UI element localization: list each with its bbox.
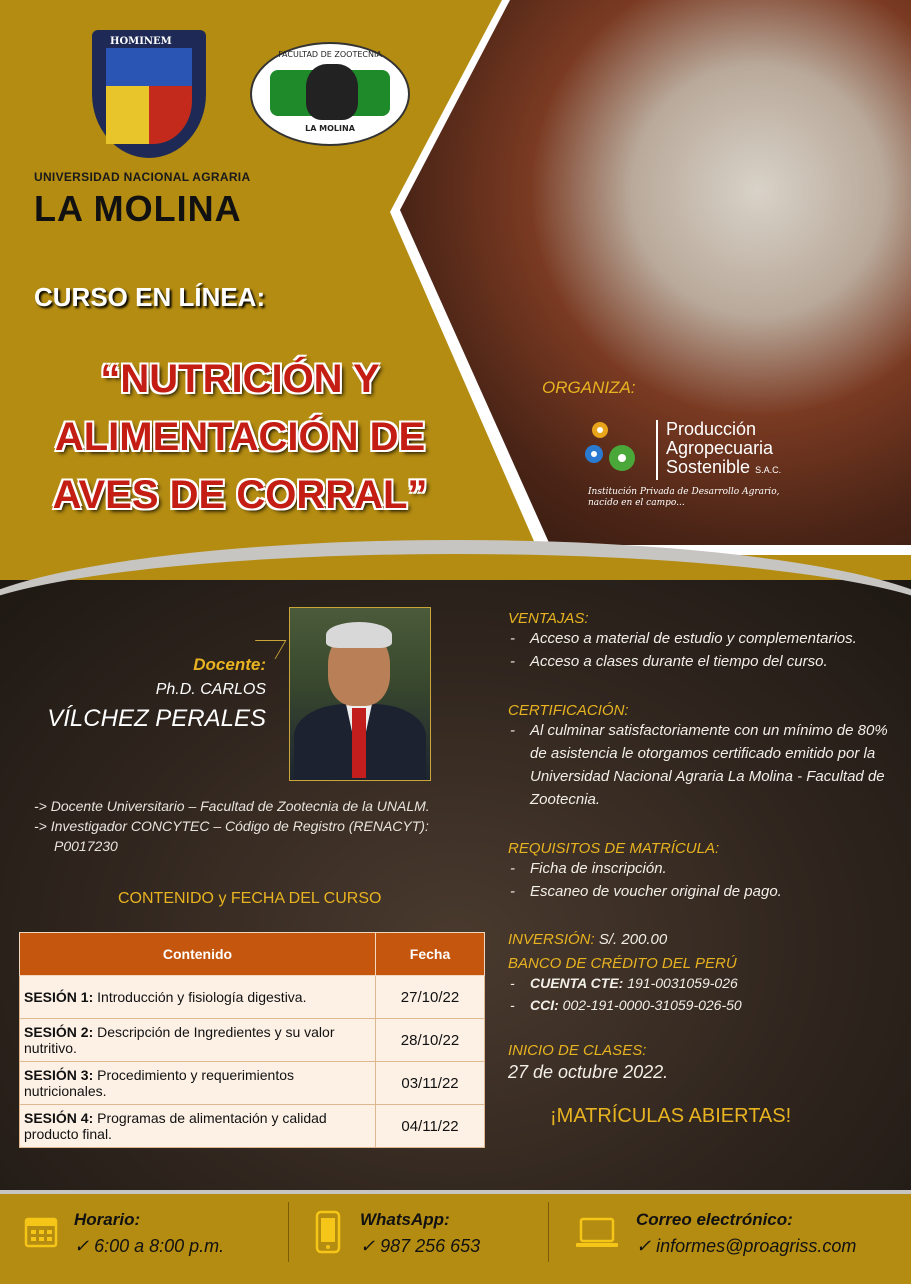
inicio-date: 27 de octubre 2022. [508, 1062, 669, 1082]
certificacion-title: CERTIFICACIÓN: [508, 702, 629, 719]
list-item: - Escaneo de voucher original de pago. [508, 880, 900, 903]
teacher-label: Docente: [193, 655, 266, 674]
teacher-photo [289, 607, 431, 781]
certificacion-text: - Al culminar satisfactoriamente con un mínimo de 80% de asistencia le otorgamos certificado emitido por la Universidad Nacional Agraria La Molina - Facultad de Zootecnia. [508, 719, 900, 811]
teacher-name: VÍLCHEZ PERALES [47, 705, 266, 732]
inversion-amount: S/. 200.00 [594, 931, 668, 948]
seal-text: HOMINEM [110, 36, 172, 47]
schedule-title: CONTENIDO y FECHA DEL CURSO [118, 890, 382, 907]
inversion-label: INVERSIÓN: [508, 931, 595, 948]
university-name-large: LA MOLINA [34, 188, 242, 229]
list-item: - Acceso a clases durante el tiempo del curso. [508, 650, 908, 673]
certificacion-section [508, 702, 900, 811]
organizer-tagline: Institución Privada de Desarrollo Agrario, nacido en el campo... [588, 487, 780, 508]
whatsapp-label: WhatsApp: [360, 1210, 450, 1229]
course-type: CURSO EN LÍNEA: [34, 282, 266, 312]
email-value[interactable]: ✓ informes@proagriss.com [636, 1236, 857, 1256]
schedule-table [19, 932, 485, 1148]
list-item: - Acceso a material de estudio y complementarios. [508, 627, 908, 650]
horario-block [74, 1210, 224, 1257]
organizer-label: ORGANIZA: [542, 378, 636, 397]
zootecnia-logo-top-text: FACULTAD DE ZOOTECNIA [278, 50, 382, 59]
ventajas-title: VENTAJAS: [508, 610, 589, 627]
inicio-section [508, 1042, 900, 1084]
university-name: UNIVERSIDAD NACIONAL AGRARIA [34, 170, 251, 184]
requisitos-section [508, 840, 900, 903]
footer-divider [548, 1202, 549, 1262]
zootecnia-logo [250, 42, 410, 146]
enrollment-open-banner: ¡MATRÍCULAS ABIERTAS! [550, 1105, 792, 1127]
course-title-line2: ALIMENTACIÓN DE [54, 415, 426, 459]
inicio-label: INICIO DE CLASES: [508, 1042, 647, 1059]
column-header-date: Fecha [376, 933, 485, 976]
horario-label: Horario: [74, 1210, 141, 1229]
inversion-section [508, 928, 900, 1016]
unalm-seal-logo [92, 30, 206, 158]
requisitos-title: REQUISITOS DE MATRÍCULA: [508, 840, 720, 857]
teacher-bio [34, 796, 494, 856]
bio-line: -> Docente Universitario – Facultad de Zootecnia de la UNALM. [34, 798, 430, 814]
course-title-line1: “NUTRICIÓN Y [100, 357, 380, 401]
gear-icon [582, 418, 642, 478]
bio-line: -> Investigador CONCYTEC – Código de Registro (RENACYT): P0017230 [34, 818, 429, 854]
table-row: SESIÓN 1: Introducción y fisiología digestiva. 27/10/22 [20, 976, 485, 1019]
table-row: SESIÓN 4: Programas de alimentación y calidad producto final. 04/11/22 [20, 1105, 485, 1148]
cci-line: - CCI: 002-191-0000-31059-026-50 [508, 994, 900, 1016]
phone-icon [314, 1210, 342, 1254]
email-block [636, 1210, 856, 1257]
footer-divider [288, 1202, 289, 1262]
account-line: - CUENTA CTE: 191-0031059-026 [508, 972, 900, 994]
course-title [20, 350, 460, 524]
bank-name: BANCO DE CRÉDITO DEL PERÚ [508, 955, 737, 972]
email-label: Correo electrónico: [636, 1210, 793, 1229]
whatsapp-block [360, 1210, 480, 1257]
column-header-content: Contenido [20, 933, 376, 976]
calendar-icon [24, 1214, 58, 1248]
course-title-line3: AVES DE CORRAL” [52, 473, 428, 517]
organizer-name: Producción Agropecuaria Sostenible S.A.C. [656, 420, 781, 480]
teacher-title: Ph.D. CARLOS [155, 681, 266, 698]
whatsapp-value[interactable]: ✓ 987 256 653 [360, 1236, 481, 1256]
list-item: - Ficha de inscripción. [508, 857, 900, 880]
table-row: SESIÓN 3: Procedimiento y requerimientos nutricionales. 03/11/22 [20, 1062, 485, 1105]
ventajas-section [508, 610, 908, 673]
table-row: SESIÓN 2: Descripción de Ingredientes y su valor nutritivo. 28/10/22 [20, 1019, 485, 1062]
zootecnia-logo-bottom-text: LA MOLINA [305, 124, 355, 133]
laptop-icon [574, 1216, 620, 1250]
horario-value: ✓ 6:00 a 8:00 p.m. [74, 1236, 225, 1256]
